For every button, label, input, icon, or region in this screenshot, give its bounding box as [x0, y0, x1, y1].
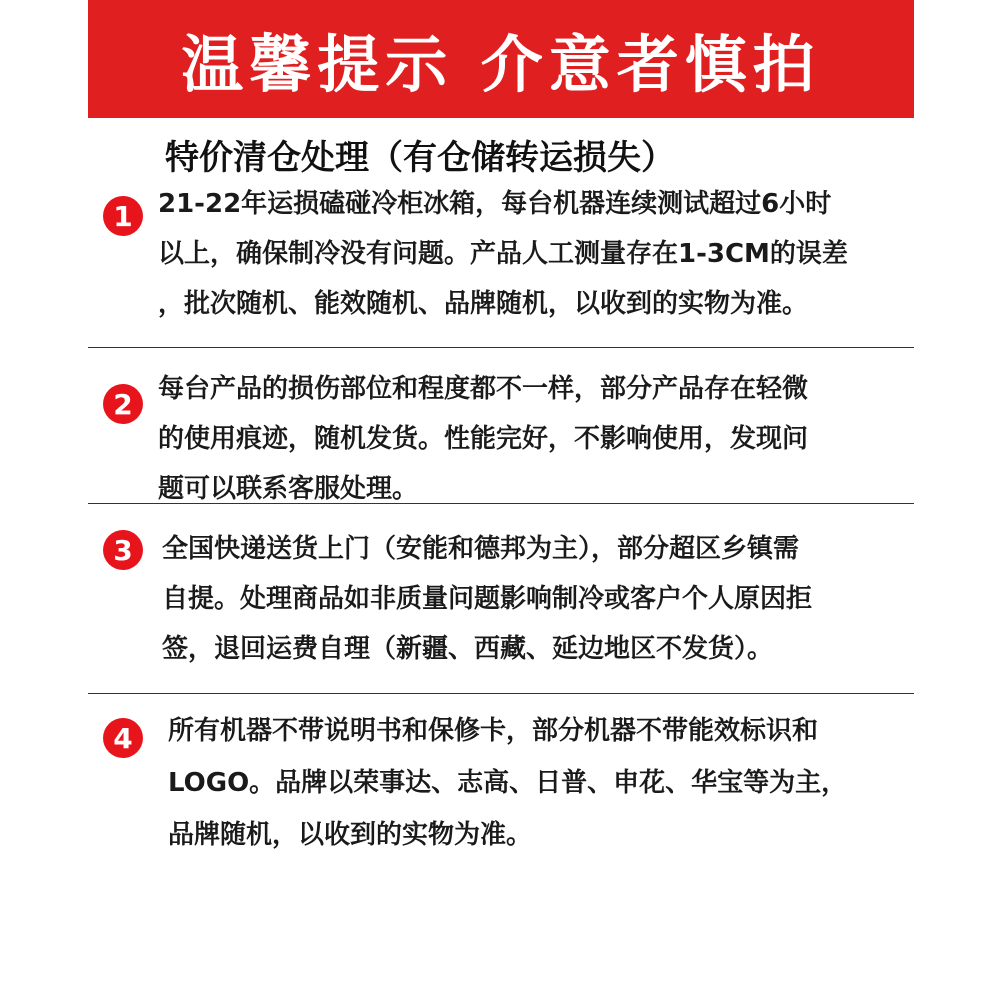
- notice-1-line-3: ，批次随机、能效随机、品牌随机，以收到的实物为准。: [158, 289, 809, 319]
- notice-4-line-2: LOGO。品牌以荣事达、志高、日普、申花、华宝等为主，: [168, 768, 848, 798]
- notice-2-line-2: 的使用痕迹，随机发货。性能完好，不影响使用，发现问: [158, 424, 809, 454]
- notice-1-line-1: 21-22年运损磕碰冷柜冰箱，每台机器连续测试超过6小时: [158, 189, 832, 219]
- notice-number-badge: 3: [103, 530, 143, 570]
- notice-1-line-2: 以上，确保制冷没有问题。产品人工测量存在1-3CM的误差: [158, 239, 848, 269]
- divider: [88, 503, 914, 504]
- header-banner: [88, 0, 914, 118]
- divider: [88, 693, 914, 694]
- banner-title: 温馨提示 介意者慎拍: [181, 27, 821, 101]
- notice-4-line-1: 所有机器不带说明书和保修卡，部分机器不带能效标识和: [168, 716, 819, 746]
- notice-number-badge: 2: [103, 384, 143, 424]
- divider: [88, 347, 914, 348]
- notice-number-badge: 1: [103, 196, 143, 236]
- notice-4-line-3: 品牌随机，以收到的实物为准。: [168, 820, 533, 850]
- notice-3-line-2: 自提。处理商品如非质量问题影响制冷或客户个人原因拒: [162, 584, 813, 614]
- notice-2-line-1: 每台产品的损伤部位和程度都不一样，部分产品存在轻微: [158, 374, 809, 404]
- notice-2-line-3: 题可以联系客服处理。: [158, 474, 419, 504]
- notice-3-line-1: 全国快递送货上门（安能和德邦为主），部分超区乡镇需: [162, 534, 800, 564]
- subtitle: 特价清仓处理（有仓储转运损失）: [165, 138, 675, 178]
- notice-3-line-3: 签，退回运费自理（新疆、西藏、延边地区不发货）。: [162, 634, 774, 664]
- notice-number-badge: 4: [103, 718, 143, 758]
